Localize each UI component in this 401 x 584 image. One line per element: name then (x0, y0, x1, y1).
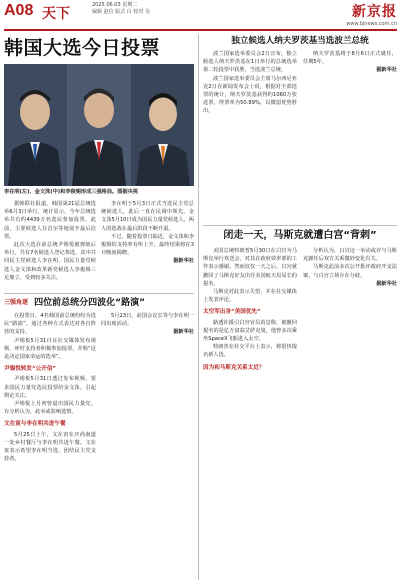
musk-paragraph: 路透社援引白宫官员消息称，被撤回提名的是亿万富翁艾萨克曼。他曾多次乘坐SpaceX飞船进入太空。 (203, 319, 297, 343)
subheading: 尹锡悦转发“公开信” (4, 366, 57, 373)
masthead-rule (4, 29, 397, 31)
musk-paragraph: 美国总统特朗普5月30日在白宫为马斯克举行欢送会，对其在政府效率部的工作表示感谢。然而仅仅一天之后，白宫就撤回了马斯克好友出任美国航天局局长的提名。 (203, 248, 297, 287)
masthead (0, 0, 401, 30)
subheading: 文在寅与李在明共进午餐 (4, 421, 66, 428)
lead-headline: 韩国大选今日投票 (4, 37, 161, 59)
candidates-photo-illustration (4, 64, 194, 186)
section-two-paragraph: 尹锡悦5月31日在社交媒体发布视频，呼吁支持者积极参加投票，并称“这是决定国家命运的选举”。 (4, 337, 96, 361)
photo-caption: 李在明(左)、金文洙(中)和李俊锡形成三强格局。图据央视 (4, 189, 138, 195)
section-divider (4, 293, 194, 294)
musk-paragraph: 分析认为，白宫这一举动或许与马斯克卸任后双方关系微妙变化有关。 (303, 248, 397, 263)
section-two-column-1 (4, 312, 96, 463)
poland-paragraph: 纳夫罗茨基将于8月6日正式就任，任期5年。 (303, 51, 397, 66)
poland-column-2 (303, 50, 397, 75)
section-two-paragraph: 在投票日，4名韩国前总统纷纷为选民“路演”，通过各种方式表达对各自阵营的支持。 (4, 313, 96, 336)
section-two-paragraph: 5月25日上午，文在寅在庆尚南道一处乡村餐厅与李在明共进午餐。文在寅表示希望李在明当选，团结民主党支持者。 (4, 431, 96, 463)
section-two-tag: 三强角逐 (4, 299, 29, 306)
musk-source: 据新华社 (376, 280, 397, 287)
section-two-paragraph: 尹锡悦上月初曾退出国民力量党。有分析认为，此举或影响选情。 (4, 401, 96, 416)
page-number: A08 (4, 2, 34, 19)
logo-url: www.bjnews.com.cn (346, 21, 397, 27)
poland-headline: 独立候选人纳夫罗茨基当选波兰总统 (231, 36, 369, 46)
musk-column-1 (203, 247, 297, 374)
lead-paragraph: 据韩联社报道，韩国第21届总统选举6月3日举行。统计显示，今年总统选举共有约4439万名选民参加投票，此前，主要候选人在首尔等地展开最后拉票。 (4, 201, 96, 240)
poland-paragraph: 波兰国家选举委员会主席马尔西尼亚克2日在新闻发布会上说，根据对全部选票的统计，纳夫罗茨基获得约1060万张选票，得票率为50.89%，以微弱优势胜出。 (203, 75, 297, 115)
musk-paragraph: 特朗普在社交平台上表示，将很快提名新人选。 (203, 344, 297, 359)
subheading: 因为和马斯克关系太近？ (203, 364, 265, 371)
lead-paragraph: 李在明于5月3日正式当选民主党总统候选人，此后一直在民调中领先。金文洙5月10日成为国民力量党候选人，两人的选战在最后阶段不断升温。 (101, 201, 194, 232)
lead-paragraph: 此次大选在前总统尹锡悦被弹劾后举行，共有7名候选人登记参选，其中共同民主党候选人李在明、国民力量党候选人金文洙和改革新党候选人李俊锡三足鼎立，受到较多关注。 (4, 242, 96, 281)
newspaper-logo (346, 1, 397, 27)
section-two-source: 据新华社 (173, 329, 194, 336)
lead-paragraph: 不过，随着投票日临近，金文洙和李俊锡的支持率有所上升。最终结果将在3日晚间揭晓。 (101, 233, 195, 257)
issue-date: 2025.06.03 星期二 (92, 2, 138, 8)
musk-column-2 (303, 247, 397, 288)
logo-name: 新京报 (352, 4, 397, 20)
subheading: 太空军出身“美国优先” (203, 309, 261, 316)
section-two-paragraph: 尹锡悦5月31日透过发布视频，要求国民力量党选民投票给金文洙，引起舆论关注。 (4, 376, 96, 399)
section-name: 天下 (42, 6, 70, 22)
musk-paragraph: 马斯克对此表示失望，并在社交媒体上发表评论。 (203, 289, 297, 304)
column-divider (198, 34, 199, 580)
poland-paragraph: 波兰国家选举委员会2日宣布，独立候选人纳夫罗茨基在1日举行的总统选举第二轮投票中获胜，当选波兰总统。 (203, 51, 297, 74)
poland-source: 据新华社 (376, 67, 397, 74)
dateline (92, 2, 150, 16)
section-two-title: 四位前总统分四波化“路演” (34, 298, 145, 308)
section-divider (203, 225, 397, 226)
section-two-paragraph: 5月23日，前国会议长等与李在明一同出席活动。 (101, 313, 194, 328)
lead-source: 据新华社 (173, 258, 194, 265)
lead-column-2 (101, 200, 194, 266)
lead-column-1 (4, 200, 96, 282)
editor-credits: 编辑 赵信 版式 白 校对 吴 (92, 9, 150, 15)
lead-photo (4, 64, 194, 186)
section-two-heading (4, 296, 194, 310)
musk-headline: 闭走一天，马斯克就遭白宫“背刺” (223, 230, 377, 241)
section-two-column-2 (101, 312, 194, 337)
musk-paragraph: 马斯克此前多次公开批评政府开支法案，与白宫立场存在分歧。 (303, 264, 397, 279)
poland-column-1 (203, 50, 297, 116)
